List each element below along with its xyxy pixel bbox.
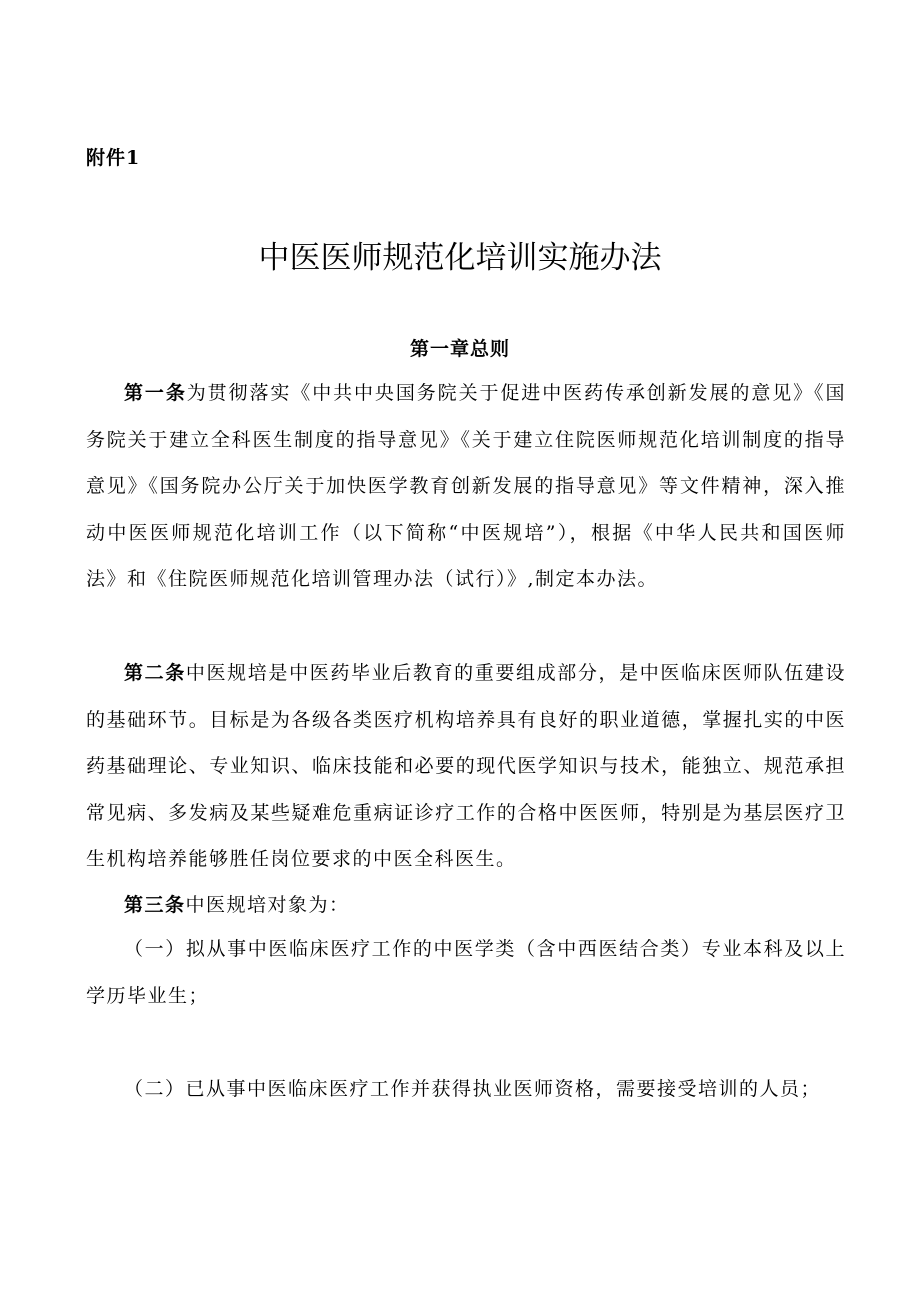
article-2-label: 第二条: [124, 662, 186, 684]
attachment-label: 附件1: [86, 147, 141, 169]
chapter-heading: 第一章总则: [409, 338, 510, 360]
list-item: （一）拟从事中医临床医疗工作的中医学类（含中西医结合类）专业本科及以上学历毕业生；: [86, 938, 846, 1007]
article-2-text: 中医规培是中医药毕业后教育的重要组成部分，是中医临床医师队伍建设的基础环节。目标是为各级各类医疗机构培养具有良好的职业道德，掌握扎实的中医药基础理论、专业知识、临床技能和必要的现代医学知识与技术，能独立、规范承担常见病、多发病及某些疑难危重病证诊疗工作的合格中医医师，特别是为基层医疗卫生机构培养能够胜任岗位要求的中医全科医生。: [86, 662, 846, 870]
article-3-text: 中医规培对象为：: [185, 894, 350, 916]
article-3-label: 第三条: [124, 894, 186, 916]
article-2: [86, 650, 846, 883]
article-1: [86, 370, 846, 603]
list-item: （二）已从事中医临床医疗工作并获得执业医师资格，需要接受培训的人员；: [124, 1078, 822, 1100]
article-1-text: 为贯彻落实《中共中央国务院关于促进中医药传承创新发展的意见》《国务院关于建立全科医生制度的指导意见》《关于建立住院医师规范化培训制度的指导意见》《国务院办公厅关于加快医学教育创新发展的指导意见》等文件精神，深入推动中医医师规范化培训工作（以下简称“中医规培”），根据《中华人民共和国医师法》和《住院医师规范化培训管理办法（试行）》,制定本办法。: [86, 382, 846, 590]
article-3: [86, 882, 846, 929]
document-title: 中医医师规范化培训实施办法: [258, 240, 662, 276]
article-1-label: 第一条: [124, 382, 187, 404]
